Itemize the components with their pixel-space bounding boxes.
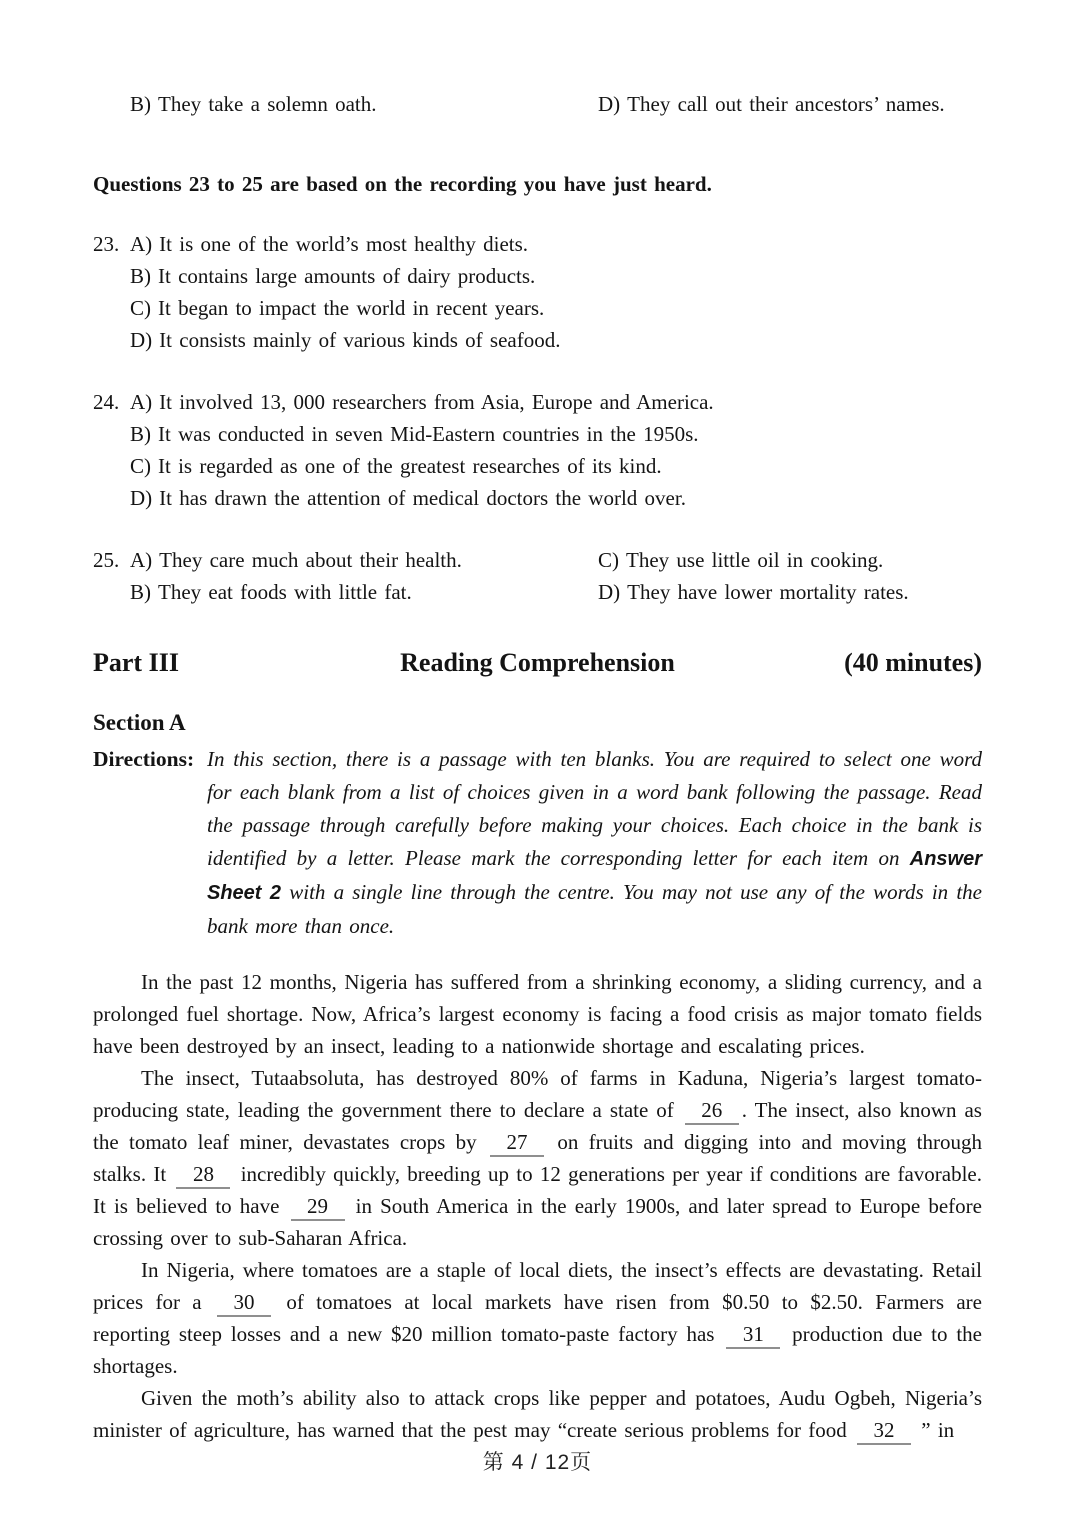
passage-paragraph-4 [93, 1382, 982, 1446]
option-text: It is one of the world’s most healthy diets. [159, 232, 529, 256]
passage-paragraph-1 [93, 966, 982, 1062]
question-22-options-row [93, 88, 982, 120]
option-text: They care much about their health. [159, 548, 462, 572]
option-text: They take a solemn oath. [158, 92, 377, 116]
blank-32: 32 [857, 1417, 911, 1445]
question-number: 25. [93, 548, 120, 572]
option-label: C) [130, 296, 151, 320]
option-text: They have lower mortality rates. [627, 580, 909, 604]
option-line [93, 386, 982, 418]
part-label: Part III [93, 648, 179, 677]
passage-paragraph-3 [93, 1254, 982, 1382]
directions-label: Directions: [93, 747, 195, 771]
option-text: They eat foods with little fat. [158, 580, 412, 604]
blank-28: 28 [176, 1161, 230, 1189]
option-text: It consists mainly of various kinds of seafood. [159, 328, 561, 352]
passage-text: in South America in the early 1900s, and later spread to Europe before crossing over to sub-Saharan Africa. [93, 1194, 982, 1250]
option-label: B) [130, 580, 151, 604]
option-b [93, 88, 598, 120]
question-25-row-2 [93, 576, 982, 608]
option-line [598, 576, 982, 608]
passage-text: . The insect, also known as the tomato leaf miner, devastates crops by [93, 1098, 982, 1154]
part-title: Reading Comprehension [400, 648, 675, 677]
option-text: They call out their ancestors’ names. [627, 92, 945, 116]
option-line [93, 260, 982, 292]
option-text: It has drawn the attention of medical doctors the world over. [159, 486, 686, 510]
blank-26: 26 [685, 1097, 739, 1125]
option-line [598, 544, 982, 576]
blank-29: 29 [291, 1193, 345, 1221]
option-line [93, 228, 982, 260]
blank-27: 27 [490, 1129, 544, 1157]
passage-text: production due to the shortages. [93, 1322, 982, 1378]
part-heading [93, 643, 982, 683]
blank-30: 30 [217, 1289, 271, 1317]
answer-sheet-emphasis: Answer Sheet 2 [207, 848, 982, 904]
option-line [93, 450, 982, 482]
option-line [93, 576, 598, 608]
option-label: B) [130, 422, 151, 446]
option-label: D) [130, 328, 153, 352]
option-text: It involved 13, 000 researchers from Asia, Europe and America. [159, 390, 714, 414]
option-line [93, 292, 982, 324]
passage-text: of tomatoes at local markets have risen from $0.50 to $2.50. Farmers are reporting steep losses and a new $20 million tomato-paste factory has [93, 1290, 982, 1346]
option-label: C) [130, 454, 151, 478]
option-label: C) [598, 548, 619, 572]
section-label: Section A [93, 710, 186, 735]
option-text: It is regarded as one of the greatest researches of its kind. [158, 454, 662, 478]
page-number: 第 4 / 12页 [482, 1451, 593, 1474]
option-label: B) [130, 92, 151, 116]
directions-block [93, 743, 982, 943]
blank-31: 31 [726, 1321, 780, 1349]
option-line [93, 482, 982, 514]
option-label: D) [598, 580, 621, 604]
option-line [93, 544, 598, 576]
directions-text-after: with a single line through the centre. You may not use any of the words in the bank more than once. [207, 880, 982, 938]
option-label: D) [130, 486, 153, 510]
question-25 [93, 544, 982, 608]
passage-text: In Nigeria, where tomatoes are a staple of local diets, the insect’s effects are devastating. Retail prices for a [93, 1258, 982, 1314]
passage-paragraph-2 [93, 1062, 982, 1254]
option-line [93, 418, 982, 450]
option-label: A) [130, 548, 153, 572]
question-number: 24. [93, 390, 120, 414]
question-number: 23. [93, 232, 120, 256]
passage-text: ” in [914, 1418, 955, 1442]
question-25-row-1 [93, 544, 982, 576]
passage-text: Given the moth’s ability also to attack crops like pepper and potatoes, Audu Ogbeh, Nigeria’s minister of agriculture, has warned that the pest may “create serious problems for food [93, 1386, 982, 1442]
option-label: A) [130, 232, 153, 256]
option-d [598, 88, 982, 120]
question-23 [93, 228, 982, 356]
option-label: B) [130, 264, 151, 288]
option-text: It began to impact the world in recent years. [158, 296, 545, 320]
question-24 [93, 386, 982, 514]
directions-text: In this section, there is a passage with ten blanks. You are required to select one word for each blank from a list of choices given in a word bank following the passage. Read the passage through carefully before making your choices. Each choice in the bank is identified by a letter. Please mark the corresponding letter for each item on [207, 747, 982, 870]
passage-text: incredibly quickly, breeding up to 12 generations per year if conditions are favorable. It is believed to have [93, 1162, 982, 1218]
option-text: It was conducted in seven Mid-Eastern countries in the 1950s. [158, 422, 699, 446]
option-label: A) [130, 390, 153, 414]
part-duration: (40 minutes) [844, 648, 982, 677]
option-label: D) [598, 92, 621, 116]
passage-text: In the past 12 months, Nigeria has suffered from a shrinking economy, a sliding currency, and a prolonged fuel shortage. Now, Africa’s largest economy is facing a food crisis as major tomato fields have been destroyed by an insect, leading to a nationwide shortage and escalating prices. [93, 970, 982, 1058]
recording-instruction: Questions 23 to 25 are based on the recording you have just heard. [93, 172, 712, 196]
passage-text: on fruits and digging into and moving through stalks. It [93, 1130, 983, 1186]
option-line [93, 324, 982, 356]
passage-text: The insect, Tutaabsoluta, has destroyed 80% of farms in Kaduna, Nigeria’s largest tomato-producing state, leading the government there to declare a state of [93, 1066, 982, 1122]
option-text: It contains large amounts of dairy products. [158, 264, 536, 288]
option-text: They use little oil in cooking. [626, 548, 884, 572]
